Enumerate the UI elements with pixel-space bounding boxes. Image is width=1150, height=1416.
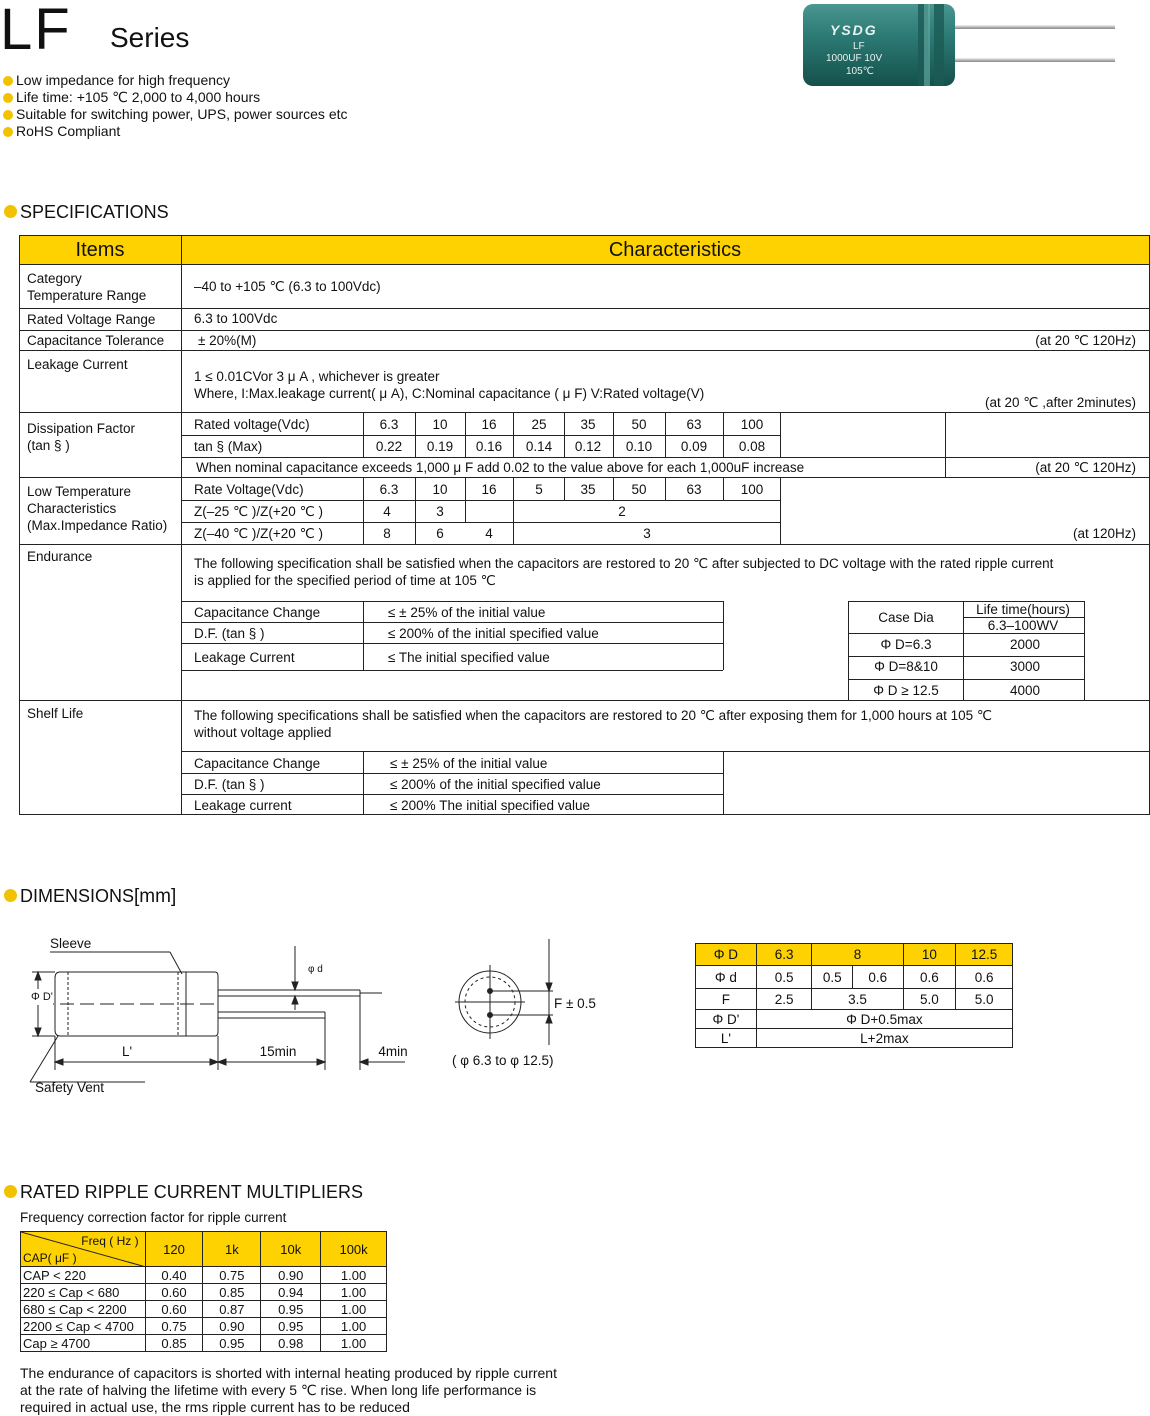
ripple-value: 0.95 [203,1335,261,1352]
leakage-label: Leakage Current [27,357,128,372]
life-col-case-dia: Case Dia [878,610,934,625]
cap-tolerance-label: Capacitance Tolerance [27,333,165,348]
low-temp-label3: (Max.Impedance Ratio) [27,518,168,533]
df-value: 0.19 [426,439,454,454]
ripple-row [21,1267,387,1284]
dim-cell: 2.5 [756,989,812,1010]
df-voltage: 16 [481,417,497,432]
ripple-value: 0.60 [145,1301,203,1318]
dim-row-label: F [696,989,757,1010]
life-dia: Φ D ≥ 12.5 [873,683,939,698]
lt-z40-b: 6 [436,526,444,541]
life-col-range: 6.3–100WV [987,618,1059,633]
label-L: L' [121,1044,133,1059]
ripple-row [21,1301,387,1318]
shelf-line1: The following specifications shall be satisfied when the capacitors are restored to 20 ℃ after exposing them for 1,000 hours at 105 ℃ [194,708,993,723]
lt-voltage: 16 [481,482,497,497]
ripple-freq-label: Freq ( Hz ) [81,1234,139,1248]
ripple-table [20,1231,387,1352]
shelf-label: Shelf Life [27,706,84,721]
ripple-value: 0.85 [145,1335,203,1352]
dissipation-note: (at 20 ℃ 120Hz) [1035,460,1136,475]
dim-cell: 0.6 [956,966,1013,989]
dim-header-label: Φ D [696,944,757,966]
lt-z25-a: 4 [383,504,391,519]
df-value: 0.08 [738,439,766,454]
category-temp-label2: Temperature Range [27,288,147,303]
category-temp-label1: Category [27,271,82,286]
dim-cell: 0.5 [756,966,812,989]
ripple-value: 1.00 [321,1267,387,1284]
dim-header-row [696,944,1013,966]
ripple-note-line3: required in actual use, the rms ripple current has to be reduced [20,1399,410,1415]
dim-cell: 3.5 [812,989,903,1010]
ripple-cap: CAP < 220 [21,1267,146,1284]
ripple-note-line2: at the rate of halving the lifetime with every 5 ℃ rise. When long life performance is [20,1382,537,1398]
dim-row-F [696,989,1013,1010]
label-phi-d: φ d [308,964,323,975]
ripple-note-line1: The endurance of capacitors is shorted with internal heating produced by ripple current [20,1365,557,1381]
ripple-value: 0.90 [203,1318,261,1335]
feature-item: Life time: +105 ℃ 2,000 to 4,000 hours [3,89,260,106]
specifications-title: SPECIFICATIONS [4,202,169,223]
lt-z25-rest: 2 [618,504,626,519]
ripple-row [21,1318,387,1335]
ripple-freq: 120 [145,1232,203,1267]
df-value: 0.16 [475,439,503,454]
low-temp-label2: Characteristics [27,501,117,516]
capacitor-end-view [445,935,615,1075]
dim-row-L [696,1029,1013,1048]
ripple-value: 0.85 [203,1284,261,1301]
ripple-value: 1.00 [321,1284,387,1301]
lt-voltage: 50 [631,482,647,497]
capacitor-product-image [800,0,1120,90]
lt-z25-b: 3 [436,504,444,519]
cap-tolerance-note: (at 20 ℃ 120Hz) [1035,333,1136,348]
low-temp-row2-label: Z(–25 ℃ )/Z(+20 ℃ ) [194,504,323,519]
shelf-value: ≤ 200% The initial specified value [390,798,591,813]
capacitor-line3: 105℃ [846,66,874,77]
dim-cell: 0.6 [852,966,903,989]
feature-item: Low impedance for high frequency [3,72,230,89]
dissipation-row1-label: Rated voltage(Vdc) [194,417,310,432]
dim-header-cell: 10 [903,944,956,966]
bullet-icon [4,889,17,902]
label-range: ( φ 6.3 to φ 12.5) [452,1053,554,1068]
life-col-hours: Life time(hours) [976,602,1070,617]
endurance-line2: is applied for the specified period of time at 105 ℃ [194,573,496,588]
bullet-icon [3,76,13,86]
dissipation-label1: Dissipation Factor [27,421,136,436]
shelf-item: D.F. (tan § ) [194,777,265,792]
dim-cell: 5.0 [956,989,1013,1010]
bullet-icon [3,127,13,137]
dissipation-label2: (tan § ) [27,438,70,453]
life-dia: Φ D=8&10 [874,659,938,674]
ripple-cap-label: CAP( μF ) [23,1251,77,1265]
ripple-cap: 2200 ≤ Cap < 4700 [21,1318,146,1335]
ripple-value: 1.00 [321,1301,387,1318]
ripple-value: 0.94 [261,1284,321,1301]
df-voltage: 35 [580,417,596,432]
ripple-row [21,1284,387,1301]
low-temp-label1: Low Temperature [27,484,132,499]
ripple-cap: 220 ≤ Cap < 680 [21,1284,146,1301]
df-value: 0.10 [625,439,653,454]
endurance-value: ≤ ± 25% of the initial value [388,605,546,620]
bullet-icon [3,110,13,120]
dissipation-row2-label: tan § (Max) [194,439,263,454]
label-phi-D: Φ D' [31,991,53,1003]
dimensions-title: DIMENSIONS[mm] [4,886,176,908]
lt-voltage: 35 [580,482,596,497]
df-voltage: 63 [686,417,702,432]
life-dia: Φ D=6.3 [880,637,932,652]
ripple-freq: 100k [321,1232,387,1267]
dim-row-label: Φ d [696,966,757,989]
lt-voltage: 63 [686,482,702,497]
endurance-line1: The following specification shall be satisfied when the capacitors are restored to 20 ℃ after subjected to DC voltage with the rated ripple current [194,556,1054,571]
dim-row-label: L' [696,1029,757,1048]
ripple-value: 1.00 [321,1318,387,1335]
df-voltage: 6.3 [379,417,399,432]
endurance-label: Endurance [27,549,93,564]
capacitor-brand: YSDG [830,22,878,38]
life-hours: 3000 [1009,659,1041,674]
ripple-value: 0.75 [203,1267,261,1284]
ripple-cap: 680 ≤ Cap < 2200 [21,1301,146,1318]
life-hours: 2000 [1009,637,1041,652]
endurance-item: D.F. (tan § ) [194,626,265,641]
ripple-row [21,1335,387,1352]
series-word: Series [110,22,190,53]
header-items: Items [75,239,125,261]
ripple-cap: Cap ≥ 4700 [21,1335,146,1352]
ripple-value: 0.60 [145,1284,203,1301]
endurance-item: Leakage Current [194,650,295,665]
low-temp-row3-label: Z(–40 ℃ )/Z(+20 ℃ ) [194,526,323,541]
dim-cell: L+2max [756,1029,1012,1048]
lt-z40-a: 8 [383,526,391,541]
leakage-line2: Where, I:Max.leakage current( μ A), C:Nominal capacitance ( μ F) V:Rated voltage(V) [194,386,705,401]
bullet-icon [4,1185,17,1198]
ripple-header-row [21,1232,387,1267]
rated-voltage-value: 6.3 to 100Vdc [194,311,278,326]
dim-cell: 5.0 [903,989,956,1010]
series-code: LF [0,0,72,62]
label-lead-15: 15min [259,1044,297,1059]
lt-z40-rest: 3 [643,526,651,541]
df-value: 0.22 [375,439,403,454]
dim-row-d [696,966,1013,989]
endurance-value: ≤ 200% of the initial specified value [388,626,599,641]
ripple-value: 1.00 [321,1335,387,1352]
lt-voltage: 5 [535,482,543,497]
shelf-value: ≤ ± 25% of the initial value [390,756,548,771]
endurance-value: ≤ The initial specified value [388,650,550,665]
df-value: 0.12 [574,439,602,454]
spec-header-bar [19,235,1149,264]
ripple-value: 0.90 [261,1267,321,1284]
category-temp-value: –40 to +105 ℃ (6.3 to 100Vdc) [194,279,381,294]
ripple-title: RATED RIPPLE CURRENT MULTIPLIERS [4,1182,363,1203]
dissipation-footnote: When nominal capacitance exceeds 1,000 μ F add 0.02 to the value above for each 1,000uF increase [196,460,805,475]
ripple-value: 0.95 [261,1301,321,1318]
label-safety-vent: Safety Vent [35,1080,105,1095]
rated-voltage-label: Rated Voltage Range [27,312,156,327]
ripple-value: 0.75 [145,1318,203,1335]
ripple-value: 0.87 [203,1301,261,1318]
low-temp-note: (at 120Hz) [1072,526,1136,541]
shelf-item: Leakage current [194,798,292,813]
dim-header-cell: 6.3 [756,944,812,966]
df-voltage: 50 [631,417,647,432]
lt-voltage: 10 [432,482,448,497]
dim-row-D2 [696,1010,1013,1029]
feature-item: RoHS Compliant [3,123,120,140]
ripple-freq: 10k [261,1232,321,1267]
shelf-item: Capacitance Change [194,756,321,771]
dim-cell: 0.5 [812,966,853,989]
dim-header-cell: 12.5 [956,944,1013,966]
ripple-value: 0.40 [145,1267,203,1284]
df-value: 0.09 [680,439,708,454]
shelf-line2: without voltage applied [194,725,332,740]
label-sleeve: Sleeve [50,936,92,951]
capacitor-side-drawing [10,930,420,1100]
label-lead-4: 4min [378,1044,408,1059]
lt-voltage: 6.3 [379,482,399,497]
df-voltage: 10 [432,417,448,432]
ripple-corner-cell [21,1232,146,1267]
label-F: F ± 0.5 [554,996,596,1011]
ripple-subtitle: Frequency correction factor for ripple current [20,1210,287,1225]
dim-row-label: Φ D' [696,1010,757,1029]
leakage-note: (at 20 ℃ ,after 2minutes) [985,395,1136,410]
lt-voltage: 100 [740,482,764,497]
ripple-freq: 1k [203,1232,261,1267]
leakage-line1: 1 ≤ 0.01CVor 3 μ A , whichever is greater [194,369,440,384]
feature-item: Suitable for switching power, UPS, power sources etc [3,106,348,123]
dimensions-table [695,943,1013,1048]
shelf-value: ≤ 200% of the initial specified value [390,777,601,792]
dim-header-cell: 8 [812,944,903,966]
df-value: 0.14 [525,439,553,454]
df-voltage: 25 [531,417,547,432]
df-voltage: 100 [740,417,764,432]
dim-cell: Φ D+0.5max [756,1010,1012,1029]
bullet-icon [4,205,17,218]
life-hours: 4000 [1009,683,1041,698]
capacitor-line1: LF [853,41,865,52]
endurance-item: Capacitance Change [194,605,321,620]
ripple-value: 0.98 [261,1335,321,1352]
header-characteristics: Characteristics [608,239,742,261]
low-temp-row1-label: Rate Voltage(Vdc) [194,482,304,497]
dim-cell: 0.6 [903,966,956,989]
lt-z40-c: 4 [485,526,493,541]
bullet-icon [3,93,13,103]
capacitor-line2: 1000UF 10V [826,53,883,64]
cap-tolerance-value: ± 20%(M) [198,333,257,348]
ripple-value: 0.95 [261,1318,321,1335]
